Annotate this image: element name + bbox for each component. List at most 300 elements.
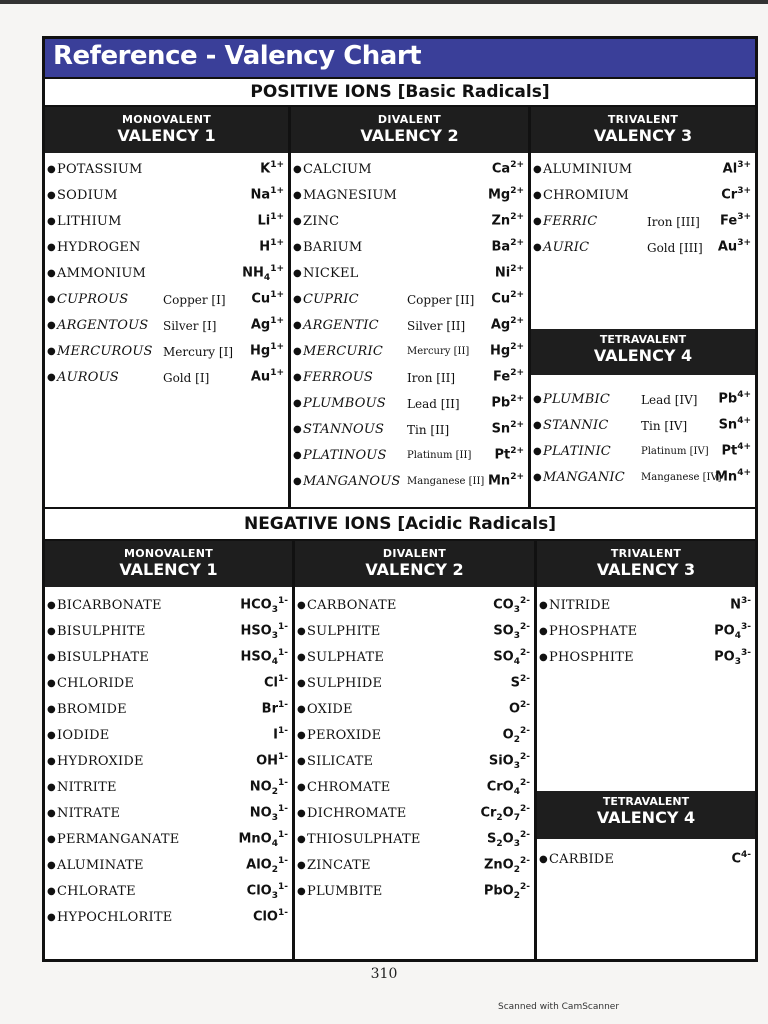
ion-name: FERRIC <box>543 214 598 229</box>
ion-formula: $HSO_4^{1-}$ <box>240 648 288 667</box>
bullet-icon: ● <box>533 420 542 431</box>
ion-element-oxidation: Silver [I] <box>163 319 217 333</box>
ion-name: PHOSPHITE <box>549 650 634 665</box>
ion-name: IODIDE <box>57 728 110 743</box>
ion-formula: $HCO_3^{1-}$ <box>240 596 288 615</box>
bullet-icon: ● <box>293 398 302 409</box>
ion-formula: MnO$_4^{1-}$ <box>238 830 288 849</box>
ion-element-oxidation: Lead [IV] <box>641 393 698 407</box>
pos-tri-small: TRIVALENT <box>607 113 679 126</box>
pos-di-small: DIVALENT <box>377 113 442 126</box>
neg-tri-header <box>537 541 755 587</box>
pos-mono-column <box>45 107 291 507</box>
ion-formula: $Fe^{3+}$ <box>720 212 751 229</box>
bullet-icon: ● <box>539 652 548 663</box>
ion-row <box>295 775 534 801</box>
ion-formula: $NH_4^{1+}$ <box>242 264 284 283</box>
ion-name: HYDROXIDE <box>57 754 144 769</box>
ion-name: ARGENTOUS <box>57 318 149 333</box>
bullet-icon: ● <box>47 730 56 741</box>
ion-formula: $Ni^{2+}$ <box>494 264 524 281</box>
bullet-icon: ● <box>47 346 56 357</box>
pos-tetra-header <box>531 329 755 375</box>
ion-name: SULPHATE <box>307 650 385 665</box>
neg-tri-column <box>537 541 755 959</box>
ion-formula: $Zn^{2+}$ <box>491 212 524 229</box>
ion-name: BROMIDE <box>57 702 127 717</box>
bullet-icon: ● <box>539 600 548 611</box>
ion-row <box>45 853 292 879</box>
bullet-icon: ● <box>47 626 56 637</box>
ion-name: LITHIUM <box>57 214 122 229</box>
bullet-icon: ● <box>47 652 56 663</box>
ion-row <box>45 261 288 287</box>
neg-tri-big: VALENCY 3 <box>596 560 696 579</box>
ion-name: NITRATE <box>57 806 121 821</box>
bullet-icon: ● <box>297 678 306 689</box>
ion-formula: $Fe^{2+}$ <box>493 368 524 385</box>
bullet-icon: ● <box>293 476 302 487</box>
ion-formula: $H^{1+}$ <box>259 238 284 255</box>
ion-formula: $Ag^{2+}$ <box>490 316 524 333</box>
ion-formula: $S^{2-}$ <box>510 674 530 691</box>
pos-tetra-small: TETRAVALENT <box>599 333 687 346</box>
bullet-icon: ● <box>47 268 56 279</box>
ion-row <box>291 235 528 261</box>
bullet-icon: ● <box>47 782 56 793</box>
ion-formula: $NO_3^{1-}$ <box>249 804 288 823</box>
ion-formula: $Pb^{4+}$ <box>718 390 751 407</box>
bullet-icon: ● <box>47 164 56 175</box>
ion-name: ZINCATE <box>307 858 371 873</box>
ion-formula: $I^{1-}$ <box>273 726 288 743</box>
ion-formula: $Ba^{2+}$ <box>491 238 524 255</box>
bullet-icon: ● <box>47 242 56 253</box>
bullet-icon: ● <box>293 346 302 357</box>
bullet-icon: ● <box>293 268 302 279</box>
bullet-icon: ● <box>297 886 306 897</box>
ion-name: PLUMBIC <box>543 392 610 407</box>
pos-tri-list <box>531 153 755 261</box>
ion-row <box>291 313 528 339</box>
ion-name: NITRIDE <box>549 598 611 613</box>
neg-tetra-big: VALENCY 4 <box>596 808 696 827</box>
ion-row <box>295 645 534 671</box>
ion-name: NICKEL <box>303 266 359 281</box>
ion-formula: $Mn^{4+}$ <box>714 468 751 485</box>
bullet-icon: ● <box>293 242 302 253</box>
bullet-icon: ● <box>47 912 56 923</box>
pos-tri-column <box>531 107 755 507</box>
ion-name: PLUMBOUS <box>303 396 386 411</box>
ion-formula: $Cr^{3+}$ <box>721 186 751 203</box>
ion-row <box>45 827 292 853</box>
bullet-icon: ● <box>47 294 56 305</box>
ion-row <box>45 183 288 209</box>
ion-row <box>531 183 755 209</box>
ion-element-oxidation: Tin [II] <box>407 423 450 437</box>
ion-formula: $K^{1+}$ <box>260 160 284 177</box>
pos-tri-header <box>531 107 755 153</box>
ion-row <box>45 671 292 697</box>
ion-formula: $Cl^{1-}$ <box>264 674 288 691</box>
ion-element-oxidation: Copper [I] <box>163 293 226 307</box>
ion-name: ALUMINATE <box>57 858 144 873</box>
ion-name: DICHROMATE <box>307 806 407 821</box>
bullet-icon: ● <box>47 190 56 201</box>
ion-name: PLATINOUS <box>303 448 387 463</box>
bullet-icon: ● <box>47 808 56 819</box>
neg-di-column <box>295 541 537 959</box>
ion-formula: PbO$_2^{2-}$ <box>483 882 530 901</box>
ion-row <box>531 387 755 413</box>
pos-tetra-big: VALENCY 4 <box>593 346 693 365</box>
bullet-icon: ● <box>533 242 542 253</box>
pos-mono-list <box>45 153 288 391</box>
ion-name: SODIUM <box>57 188 118 203</box>
bullet-icon: ● <box>533 446 542 457</box>
neg-di-small: DIVALENT <box>382 547 447 560</box>
ion-name: STANNIC <box>543 418 609 433</box>
ion-name: MAGNESIUM <box>303 188 398 203</box>
ion-formula: $PO_3^{3-}$ <box>714 648 751 667</box>
ion-row <box>295 671 534 697</box>
bullet-icon: ● <box>47 886 56 897</box>
bullet-icon: ● <box>533 190 542 201</box>
ion-row <box>45 593 292 619</box>
ion-name: HYDROGEN <box>57 240 141 255</box>
ion-formula: $Mn^{2+}$ <box>487 472 524 489</box>
bullet-icon: ● <box>47 320 56 331</box>
ion-formula: $PO_4^{3-}$ <box>714 622 751 641</box>
bullet-icon: ● <box>47 600 56 611</box>
ion-row <box>531 465 755 491</box>
pos-tri-big: VALENCY 3 <box>593 126 693 145</box>
ion-row <box>531 209 755 235</box>
ion-formula: $Mg^{2+}$ <box>487 186 524 203</box>
bullet-icon: ● <box>293 294 302 305</box>
ion-name: CHROMIUM <box>543 188 630 203</box>
ion-name: CHLORATE <box>57 884 136 899</box>
ion-row <box>291 417 528 443</box>
ion-formula: $Hg^{1+}$ <box>250 342 284 359</box>
ion-row <box>45 879 292 905</box>
ion-name: CARBONATE <box>307 598 397 613</box>
ion-name: PHOSPHATE <box>549 624 638 639</box>
ion-element-oxidation: Iron [II] <box>407 371 456 385</box>
pos-tetra-list <box>531 387 755 491</box>
ion-row <box>45 697 292 723</box>
pos-di-header <box>291 107 528 153</box>
ion-name: NITRITE <box>57 780 117 795</box>
bullet-icon: ● <box>539 854 548 865</box>
ion-row <box>291 365 528 391</box>
bullet-icon: ● <box>293 372 302 383</box>
ion-formula: ClO$^{1-}$ <box>252 908 288 925</box>
ion-formula: $O^{2-}$ <box>508 700 530 717</box>
neg-tetra-small: TETRAVALENT <box>602 795 690 808</box>
ion-row <box>295 619 534 645</box>
ion-name: OXIDE <box>307 702 353 717</box>
bullet-icon: ● <box>297 782 306 793</box>
ion-formula: $Hg^{2+}$ <box>490 342 524 359</box>
ion-formula: $Br^{1-}$ <box>261 700 288 717</box>
ion-name: BISULPHATE <box>57 650 150 665</box>
neg-tri-small: TRIVALENT <box>610 547 682 560</box>
ion-row <box>537 645 755 671</box>
ion-formula: $Al^{3+}$ <box>722 160 751 177</box>
ion-name: CUPROUS <box>57 292 129 307</box>
ion-formula: $NO_2^{1-}$ <box>249 778 288 797</box>
bullet-icon: ● <box>533 394 542 405</box>
ion-row <box>291 339 528 365</box>
ion-formula: SiO$_3^{2-}$ <box>488 752 530 771</box>
ion-row <box>45 365 288 391</box>
bullet-icon: ● <box>539 626 548 637</box>
neg-di-big: VALENCY 2 <box>365 560 464 579</box>
ion-row <box>531 157 755 183</box>
ion-formula: $Cr_2O_7^{2-}$ <box>480 804 530 823</box>
ion-formula: $O_2^{2-}$ <box>502 726 530 745</box>
ion-row <box>537 593 755 619</box>
ion-formula: $Au^{3+}$ <box>717 238 751 255</box>
ion-row <box>537 619 755 645</box>
ion-row <box>45 619 292 645</box>
bullet-icon: ● <box>293 164 302 175</box>
ion-row <box>531 413 755 439</box>
ion-formula: $Ag^{1+}$ <box>250 316 284 333</box>
ion-formula: $OH^{1-}$ <box>256 752 288 769</box>
neg-di-header <box>295 541 534 587</box>
ion-row <box>291 391 528 417</box>
ion-formula: $Pb^{2+}$ <box>491 394 524 411</box>
ion-name: FERROUS <box>303 370 374 385</box>
ion-element-oxidation: Manganese [IV] <box>641 472 722 483</box>
ion-name: AURIC <box>543 240 590 255</box>
ion-element-oxidation: Tin [IV] <box>641 419 688 433</box>
ion-row <box>295 853 534 879</box>
ion-row <box>295 749 534 775</box>
ion-name: SULPHIDE <box>307 676 383 691</box>
ion-name: SILICATE <box>307 754 374 769</box>
ion-row <box>45 339 288 365</box>
ion-row <box>45 723 292 749</box>
ion-name: HYPOCHLORITE <box>57 910 173 925</box>
neg-mono-header <box>45 541 292 587</box>
bullet-icon: ● <box>47 704 56 715</box>
ion-formula: AlO$_2^{1-}$ <box>246 856 288 875</box>
ion-row <box>291 469 528 495</box>
ion-formula: $Na^{1+}$ <box>250 186 284 203</box>
ion-row <box>295 723 534 749</box>
ion-row <box>45 749 292 775</box>
ion-name: MERCUROUS <box>57 344 153 359</box>
ion-row <box>45 775 292 801</box>
ion-row <box>291 443 528 469</box>
bullet-icon: ● <box>297 860 306 871</box>
ion-formula: $SO_4^{2-}$ <box>493 648 530 667</box>
bullet-icon: ● <box>293 450 302 461</box>
ion-name: CALCIUM <box>303 162 372 177</box>
neg-mono-column <box>45 541 295 959</box>
ion-name: STANNOUS <box>303 422 385 437</box>
ion-name: POTASSIUM <box>57 162 143 177</box>
bullet-icon: ● <box>533 216 542 227</box>
ion-formula: $Cu^{2+}$ <box>491 290 524 307</box>
ion-row <box>295 879 534 905</box>
ion-formula: $S_2O_3^{2-}$ <box>487 830 530 849</box>
page-title: Reference - Valency Chart <box>53 41 422 71</box>
bullet-icon: ● <box>47 372 56 383</box>
ion-element-oxidation: Platinum [IV] <box>641 446 709 457</box>
ion-row <box>531 235 755 261</box>
neg-tri-list <box>537 587 755 671</box>
scanner-watermark: Scanned with CamScanner <box>498 1002 620 1012</box>
ion-element-oxidation: Copper [II] <box>407 293 475 307</box>
ion-row <box>45 287 288 313</box>
ion-formula: $Sn^{4+}$ <box>718 416 751 433</box>
ion-name: ALUMINIUM <box>543 162 633 177</box>
ion-formula: $Pt^{2+}$ <box>494 446 524 463</box>
bullet-icon: ● <box>297 704 306 715</box>
ion-formula: ClO$_3^{1-}$ <box>246 882 288 901</box>
title-bar <box>45 39 755 79</box>
ion-name: CUPRIC <box>303 292 359 307</box>
bullet-icon: ● <box>297 756 306 767</box>
negative-ions-heading: NEGATIVE IONS [Acidic Radicals] <box>45 507 755 541</box>
ion-formula: $Ca^{2+}$ <box>491 160 524 177</box>
positive-ions-heading: POSITIVE IONS [Basic Radicals] <box>45 79 755 107</box>
ion-formula: $Sn^{2+}$ <box>491 420 524 437</box>
ion-name: ZINC <box>303 214 340 229</box>
bullet-icon: ● <box>297 834 306 845</box>
neg-tetra-header <box>537 791 755 839</box>
ion-name: PLUMBITE <box>307 884 383 899</box>
ion-row <box>295 827 534 853</box>
ion-formula: $HSO_3^{1-}$ <box>240 622 288 641</box>
bullet-icon: ● <box>293 216 302 227</box>
bullet-icon: ● <box>533 164 542 175</box>
ion-element-oxidation: Mercury [II] <box>407 346 470 357</box>
ion-element-oxidation: Iron [III] <box>647 215 700 229</box>
neg-tetra-list <box>537 847 755 873</box>
ion-formula: ZnO$_2^{2-}$ <box>484 856 530 875</box>
ion-name: CHLORIDE <box>57 676 135 691</box>
pos-di-list <box>291 153 528 495</box>
ion-name: BISULPHITE <box>57 624 146 639</box>
bullet-icon: ● <box>533 472 542 483</box>
bullet-icon: ● <box>293 190 302 201</box>
ion-element-oxidation: Lead [II] <box>407 397 460 411</box>
ion-formula: $Li^{1+}$ <box>257 212 284 229</box>
bullet-icon: ● <box>297 626 306 637</box>
ion-name: CHROMATE <box>307 780 391 795</box>
neg-di-list <box>295 587 534 905</box>
ion-element-oxidation: Mercury [I] <box>163 345 234 359</box>
ion-name: MANGANOUS <box>303 474 401 489</box>
pos-mono-header <box>45 107 288 153</box>
pos-di-column <box>291 107 531 507</box>
ion-element-oxidation: Silver [II] <box>407 319 466 333</box>
ion-row <box>291 209 528 235</box>
ion-name: AUROUS <box>57 370 119 385</box>
ion-name: AMMONIUM <box>57 266 147 281</box>
ion-formula: $CO_3^{2-}$ <box>493 596 530 615</box>
ion-row <box>295 801 534 827</box>
ion-element-oxidation: Platinum [II] <box>407 450 472 461</box>
ion-row <box>45 235 288 261</box>
bullet-icon: ● <box>293 320 302 331</box>
neg-mono-list <box>45 587 292 931</box>
ion-formula: $Au^{1+}$ <box>250 368 284 385</box>
bullet-icon: ● <box>297 652 306 663</box>
bullet-icon: ● <box>47 678 56 689</box>
ion-row <box>537 847 755 873</box>
ion-row <box>291 261 528 287</box>
bullet-icon: ● <box>47 860 56 871</box>
neg-mono-small: MONOVALENT <box>123 547 214 560</box>
page-top-edge <box>0 0 768 4</box>
ion-row <box>291 157 528 183</box>
ion-element-oxidation: Gold [III] <box>647 241 703 255</box>
ion-row <box>45 157 288 183</box>
ion-formula: $SO_3^{2-}$ <box>493 622 530 641</box>
bullet-icon: ● <box>47 216 56 227</box>
ion-name: SULPHITE <box>307 624 381 639</box>
ion-name: ARGENTIC <box>303 318 379 333</box>
ion-formula: CrO$_4^{2-}$ <box>486 778 530 797</box>
ion-name: PEROXIDE <box>307 728 382 743</box>
ion-name: BARIUM <box>303 240 363 255</box>
ion-element-oxidation: Manganese [II] <box>407 476 485 487</box>
bullet-icon: ● <box>297 600 306 611</box>
neg-mono-big: VALENCY 1 <box>119 560 218 579</box>
ion-name: PERMANGANATE <box>57 832 180 847</box>
ion-name: BICARBONATE <box>57 598 162 613</box>
ion-name: THIOSULPHATE <box>307 832 421 847</box>
ion-row <box>45 905 292 931</box>
ion-formula: $N^{3-}$ <box>730 596 751 613</box>
ion-row <box>295 593 534 619</box>
pos-mono-small: MONOVALENT <box>121 113 212 126</box>
bullet-icon: ● <box>293 424 302 435</box>
ion-formula: $Pt^{4+}$ <box>721 442 751 459</box>
pos-mono-big: VALENCY 1 <box>117 126 216 145</box>
bullet-icon: ● <box>47 756 56 767</box>
pos-di-big: VALENCY 2 <box>360 126 459 145</box>
ion-name: CARBIDE <box>549 852 615 867</box>
ion-name: PLATINIC <box>543 444 611 459</box>
ion-row <box>45 645 292 671</box>
bullet-icon: ● <box>297 730 306 741</box>
ion-formula: $C^{4-}$ <box>731 850 751 867</box>
ion-row <box>45 313 288 339</box>
ion-name: MERCURIC <box>303 344 383 359</box>
valency-chart-frame <box>42 36 758 962</box>
ion-name: MANGANIC <box>543 470 625 485</box>
ion-row <box>291 287 528 313</box>
ion-row <box>45 209 288 235</box>
ion-row <box>295 697 534 723</box>
ion-row <box>291 183 528 209</box>
bullet-icon: ● <box>297 808 306 819</box>
ion-row <box>45 801 292 827</box>
page-number: 310 <box>370 966 398 982</box>
bullet-icon: ● <box>47 834 56 845</box>
ion-formula: $Cu^{1+}$ <box>251 290 284 307</box>
ion-row <box>531 439 755 465</box>
ion-element-oxidation: Gold [I] <box>163 371 210 385</box>
